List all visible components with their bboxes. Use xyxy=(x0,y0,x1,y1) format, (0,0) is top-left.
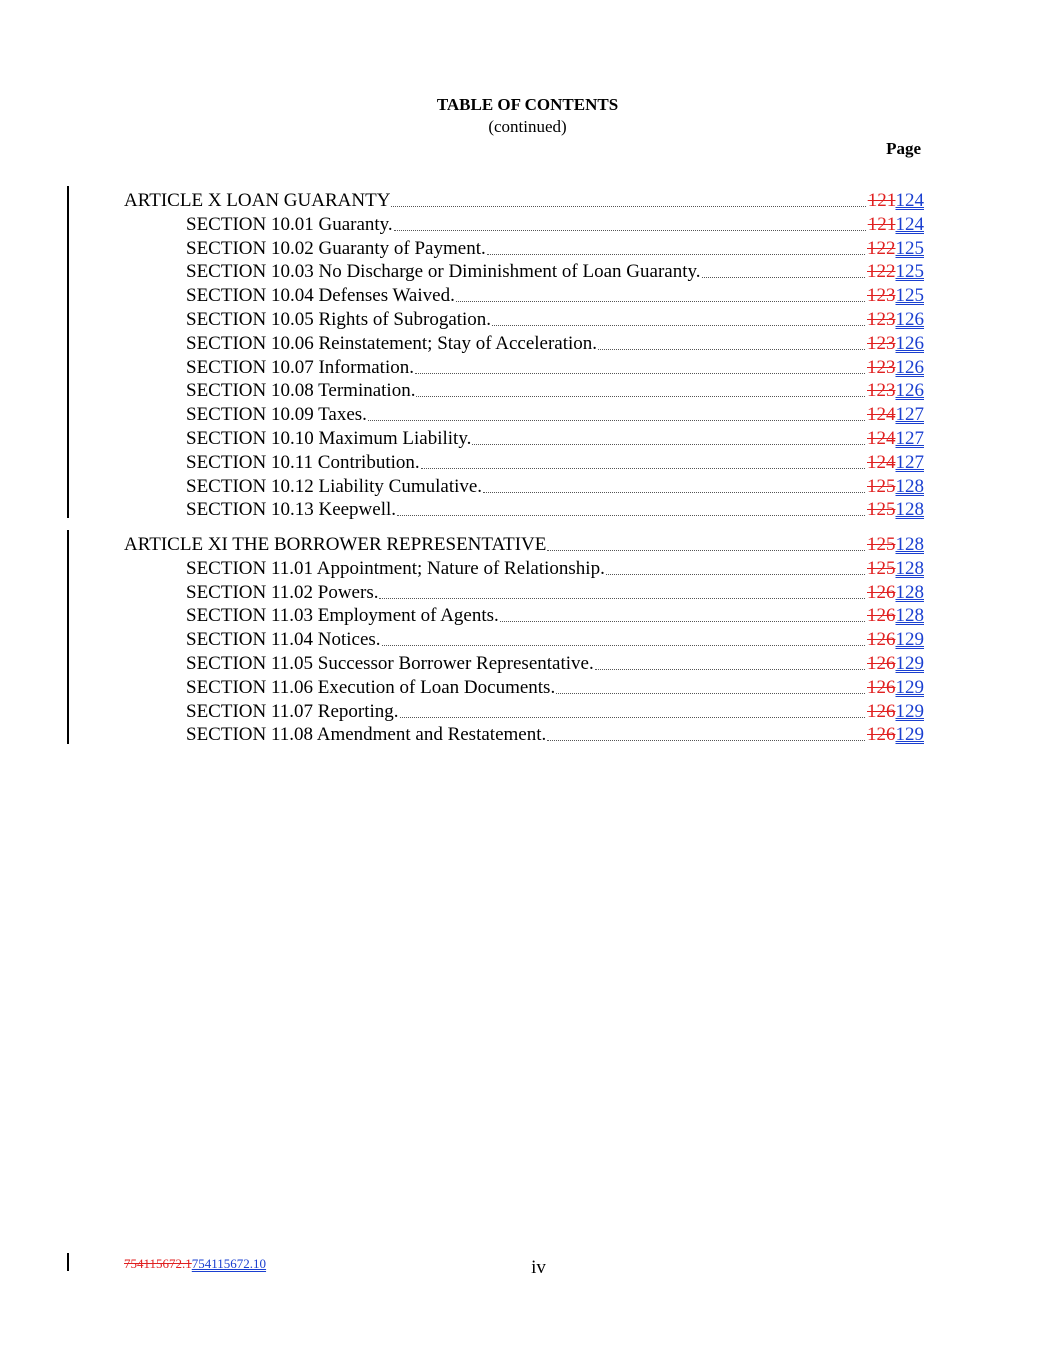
page-ref xyxy=(867,285,924,307)
page-ref xyxy=(867,677,924,699)
document-id-deleted: 754115672.1 xyxy=(124,1256,192,1271)
section-title: SECTION 11.04 Notices. xyxy=(186,629,381,650)
dot-leader xyxy=(400,716,865,718)
toc-title: TABLE OF CONTENTS xyxy=(436,95,619,114)
dot-leader xyxy=(382,644,865,646)
dot-leader xyxy=(547,739,865,741)
page-ref xyxy=(867,653,924,675)
page-ref-deleted: 121 xyxy=(867,190,896,211)
dot-leader xyxy=(391,205,865,207)
page-ref-link[interactable]: 126 xyxy=(895,333,924,354)
section-title: SECTION 10.09 Taxes. xyxy=(186,404,367,425)
page-ref xyxy=(868,214,924,236)
toc-article-entry[interactable] xyxy=(124,188,924,212)
toc-section-entry[interactable] xyxy=(186,627,924,651)
toc-section-entry[interactable] xyxy=(186,307,924,331)
page-ref xyxy=(867,499,924,521)
page-ref xyxy=(867,428,924,450)
page-ref-deleted: 122 xyxy=(867,238,896,259)
article-title: ARTICLE XI THE BORROWER REPRESENTATIVE xyxy=(124,534,547,555)
page-ref xyxy=(867,238,924,260)
dot-leader xyxy=(606,573,865,575)
toc-section-entry[interactable] xyxy=(186,580,924,604)
toc-article-entry[interactable] xyxy=(124,532,924,556)
toc-section-entry[interactable] xyxy=(186,259,924,283)
toc-section-entry[interactable] xyxy=(186,402,924,426)
article-title: ARTICLE X LOAN GUARANTY xyxy=(124,190,391,211)
page-ref-link[interactable]: 129 xyxy=(895,701,924,722)
page-ref-link[interactable]: 128 xyxy=(895,534,924,555)
page-ref xyxy=(867,357,924,379)
dot-leader xyxy=(421,467,865,469)
page-ref xyxy=(867,582,924,604)
page-ref-link[interactable]: 128 xyxy=(895,499,924,520)
toc-section-entry[interactable] xyxy=(186,699,924,723)
page-ref-deleted: 126 xyxy=(867,724,896,745)
page-ref-link[interactable]: 127 xyxy=(895,404,924,425)
dot-leader xyxy=(415,372,865,374)
page-ref-deleted: 126 xyxy=(867,653,896,674)
page-ref-deleted: 126 xyxy=(867,582,896,603)
toc-section-entry[interactable] xyxy=(186,355,924,379)
section-title: SECTION 11.03 Employment of Agents. xyxy=(186,605,499,626)
page-ref-deleted: 123 xyxy=(867,285,896,306)
page-ref-link[interactable]: 127 xyxy=(895,428,924,449)
dot-leader xyxy=(547,549,865,551)
dot-leader xyxy=(456,300,865,302)
page-ref-deleted: 123 xyxy=(867,380,896,401)
toc-section-entry[interactable] xyxy=(186,212,924,236)
toc-section-entry[interactable] xyxy=(186,497,924,521)
dot-leader xyxy=(368,419,865,421)
page-ref-link[interactable]: 129 xyxy=(895,677,924,698)
page-ref-deleted: 122 xyxy=(867,261,896,282)
page-ref-link[interactable]: 129 xyxy=(895,653,924,674)
toc-section-entry[interactable] xyxy=(186,236,924,260)
dot-leader xyxy=(379,597,865,599)
change-bar xyxy=(67,530,69,744)
page-ref xyxy=(867,333,924,355)
section-title: SECTION 11.07 Reporting. xyxy=(186,701,399,722)
page-ref-deleted: 125 xyxy=(867,499,896,520)
dot-leader xyxy=(416,395,865,397)
toc-section-entry[interactable] xyxy=(186,450,924,474)
section-title: SECTION 10.13 Keepwell. xyxy=(186,499,397,520)
page-number: iv xyxy=(531,1257,546,1278)
dot-leader xyxy=(394,229,866,231)
dot-leader xyxy=(598,348,865,350)
section-title: SECTION 11.02 Powers. xyxy=(186,582,379,603)
toc-subtitle: (continued) xyxy=(488,117,567,136)
toc-section-entry[interactable] xyxy=(186,378,924,402)
section-title: SECTION 10.01 Guaranty. xyxy=(186,214,393,235)
page-ref-link[interactable]: 125 xyxy=(895,238,924,259)
page-ref-link[interactable]: 129 xyxy=(895,629,924,650)
page-ref-link[interactable]: 127 xyxy=(895,452,924,473)
section-title: SECTION 10.06 Reinstatement; Stay of Acceleration. xyxy=(186,333,598,354)
section-title: SECTION 10.07 Information. xyxy=(186,357,414,378)
page-ref-deleted: 123 xyxy=(867,357,896,378)
page-ref-deleted: 124 xyxy=(867,404,896,425)
change-bar xyxy=(67,186,69,518)
page-ref-link[interactable]: 128 xyxy=(895,476,924,497)
page-ref-deleted: 123 xyxy=(867,333,896,354)
page-ref-link[interactable]: 128 xyxy=(895,605,924,626)
page-ref xyxy=(867,309,924,331)
page-ref-deleted: 124 xyxy=(867,452,896,473)
toc-section-entry[interactable] xyxy=(186,331,924,355)
toc-section-entry[interactable] xyxy=(186,474,924,498)
section-title: SECTION 10.05 Rights of Subrogation. xyxy=(186,309,492,330)
dot-leader xyxy=(492,324,865,326)
page-ref xyxy=(867,605,924,627)
section-title: SECTION 10.04 Defenses Waived. xyxy=(186,285,455,306)
page-ref-deleted: 123 xyxy=(867,309,896,330)
page-ref xyxy=(868,190,924,212)
dot-leader xyxy=(500,620,865,622)
page-ref-link[interactable]: 128 xyxy=(895,582,924,603)
document-id-inserted[interactable]: 754115672.10 xyxy=(191,1256,267,1271)
page-ref xyxy=(867,724,924,746)
toc-section-entry[interactable] xyxy=(186,675,924,699)
dot-leader xyxy=(556,692,865,694)
section-title: SECTION 10.02 Guaranty of Payment. xyxy=(186,238,486,259)
section-title: SECTION 10.10 Maximum Liability. xyxy=(186,428,472,449)
toc-section-entry[interactable] xyxy=(186,556,924,580)
page-ref xyxy=(867,452,924,474)
section-title: SECTION 11.05 Successor Borrower Representative. xyxy=(186,653,594,674)
dot-leader xyxy=(397,514,865,516)
page-ref-deleted: 126 xyxy=(867,701,896,722)
dot-leader xyxy=(595,668,865,670)
page-ref-deleted: 125 xyxy=(867,534,896,555)
page-ref-link[interactable]: 129 xyxy=(895,724,924,745)
section-title: SECTION 10.03 No Discharge or Diminishment of Loan Guaranty. xyxy=(186,261,701,282)
page-ref-link[interactable]: 124 xyxy=(895,214,924,235)
section-title: SECTION 11.01 Appointment; Nature of Relationship. xyxy=(186,558,605,579)
page-ref-link[interactable]: 125 xyxy=(895,285,924,306)
toc-section-entry[interactable] xyxy=(186,283,924,307)
toc-section-entry[interactable] xyxy=(186,722,924,746)
toc-section-entry[interactable] xyxy=(186,651,924,675)
page-ref-link[interactable]: 126 xyxy=(895,309,924,330)
section-title: SECTION 10.08 Termination. xyxy=(186,380,416,401)
page-ref-deleted: 125 xyxy=(867,476,896,497)
section-title: SECTION 11.08 Amendment and Restatement. xyxy=(186,724,547,745)
page-ref-link[interactable]: 125 xyxy=(895,261,924,282)
toc-section-entry[interactable] xyxy=(186,426,924,450)
page-ref-link[interactable]: 126 xyxy=(895,380,924,401)
page-column-label: Page xyxy=(886,139,921,158)
page-ref xyxy=(867,476,924,498)
page-ref-deleted: 126 xyxy=(867,629,896,650)
page-ref xyxy=(867,534,924,556)
page-ref-deleted: 121 xyxy=(867,214,896,235)
toc-section-entry[interactable] xyxy=(186,603,924,627)
page-ref xyxy=(867,629,924,651)
dot-leader xyxy=(483,491,865,493)
section-title: SECTION 10.12 Liability Cumulative. xyxy=(186,476,483,497)
page-ref xyxy=(867,380,924,402)
dot-leader xyxy=(702,276,866,278)
page-ref xyxy=(867,404,924,426)
page-ref xyxy=(867,701,924,723)
page-ref-link[interactable]: 124 xyxy=(895,190,924,211)
page-ref-deleted: 126 xyxy=(867,605,896,626)
page-ref-deleted: 126 xyxy=(867,677,896,698)
section-title: SECTION 11.06 Execution of Loan Documents. xyxy=(186,677,556,698)
dot-leader xyxy=(472,443,865,445)
section-title: SECTION 10.11 Contribution. xyxy=(186,452,420,473)
page-ref-deleted: 125 xyxy=(867,558,896,579)
page-ref-deleted: 124 xyxy=(867,428,896,449)
page-ref-link[interactable]: 128 xyxy=(895,558,924,579)
page-ref-link[interactable]: 126 xyxy=(895,357,924,378)
page-ref xyxy=(867,261,924,283)
dot-leader xyxy=(487,253,865,255)
page-ref xyxy=(867,558,924,580)
